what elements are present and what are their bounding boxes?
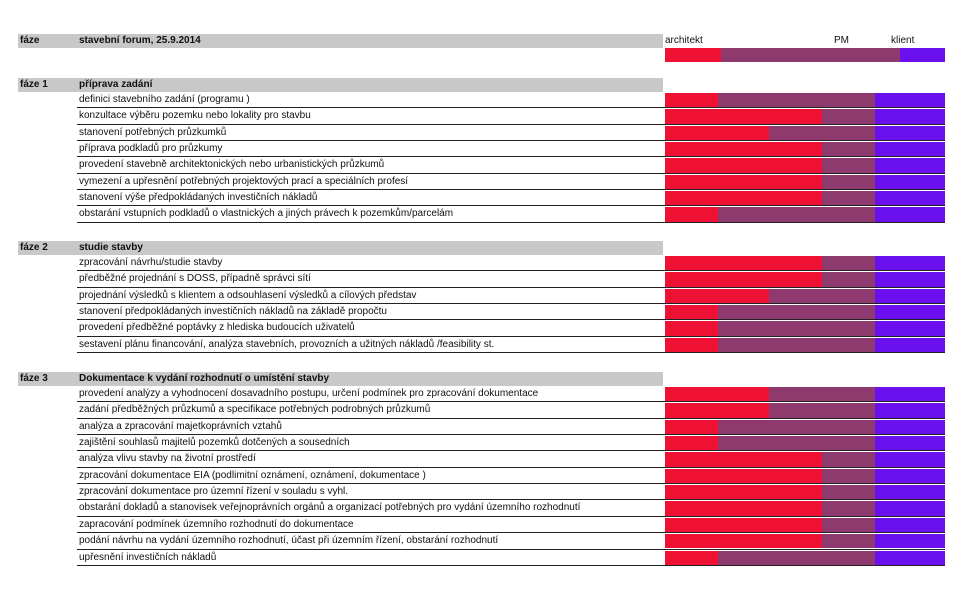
phase-label: fáze 2 [20,242,48,253]
activity-label: obstarání vstupních podkladů o vlastnických a jiných právech k pozemkům/parcelám [79,208,454,220]
row-pm-bar [718,551,875,565]
row-architekt-bar [665,175,822,189]
activity-label: sestavení plánu financování, analýza stavebních, provozních a užitných nákladů /feasibility st. [79,338,495,350]
activity-label: provedení předběžné poptávky z hlediska budoucích uživatelů [79,322,355,334]
phase-title: studie stavby [79,242,143,253]
legend-pm: PM [834,35,849,46]
activity-label: příprava podkladů pro průzkumy [79,143,223,155]
row-architekt-bar [665,518,822,532]
row-architekt-bar [665,338,718,352]
row-divider [77,352,945,353]
row-architekt-bar [665,534,822,548]
row-klient-bar [875,272,945,286]
row-divider [77,532,945,533]
activity-label: projednání výsledků s klientem a odsouhlasení výsledků a cílových představ [79,289,417,301]
row-architekt-bar [665,501,822,515]
row-pm-bar [718,207,875,221]
row-pm-bar [822,469,875,483]
row-pm-bar [822,518,875,532]
row-pm-bar [769,126,875,140]
activity-label: konzultace výběru pozemku nebo lokality pro stavbu [79,110,311,122]
activity-label: vymezení a upřesnění potřebných projektových prací a speciálních profesí [79,175,409,187]
activity-label: definici stavebního zadání (programu ) [79,94,250,105]
activity-label: stanovení předpokládaných investičních nákladů na základě propočtu [79,306,387,318]
row-pm-bar [822,191,875,205]
activity-label: zadání předběžných průzkumů a specifikace potřebných podrobných průzkumů [79,404,431,416]
row-divider [77,303,945,304]
row-klient-bar [875,321,945,335]
row-klient-bar [875,420,945,434]
activity-label: stanovení potřebných průzkumků [79,126,227,138]
row-pm-bar [718,420,875,434]
row-pm-bar [822,158,875,172]
row-klient-bar [875,289,945,303]
row-klient-bar [875,109,945,123]
row-klient-bar [875,93,945,107]
row-klient-bar [875,207,945,221]
row-klient-bar [875,485,945,499]
row-architekt-bar [665,452,822,466]
row-klient-bar [875,158,945,172]
row-pm-bar [822,142,875,156]
row-klient-bar [875,256,945,270]
row-klient-bar [875,518,945,532]
activity-label: zpracování dokumentace pro územní řízení v souladu s vyhl. [79,486,349,498]
row-pm-bar [822,452,875,466]
activity-label: zpracování návrhu/studie stavby [79,257,223,268]
row-divider [77,450,945,451]
row-klient-bar [875,469,945,483]
row-architekt-bar [665,207,718,221]
row-klient-bar [875,191,945,205]
row-divider [77,205,945,206]
row-divider [77,107,945,108]
activity-label: podání návrhu na vydání územního rozhodnutí, účast při územním řízení, obstarání rozhodnutí [79,535,499,547]
row-klient-bar [875,126,945,140]
header-pm-bar [721,48,900,62]
row-klient-bar [875,534,945,548]
row-pm-bar [822,501,875,515]
row-klient-bar [875,305,945,319]
activity-label: předběžné projednání s DOSS, případně správci sítí [79,273,311,285]
row-architekt-bar [665,142,822,156]
row-divider [77,499,945,500]
row-divider [77,401,945,402]
faze-column-header: fáze [20,35,40,46]
row-architekt-bar [665,158,822,172]
row-klient-bar [875,142,945,156]
row-pm-bar [718,93,875,107]
row-architekt-bar [665,551,718,565]
row-architekt-bar [665,109,822,123]
row-klient-bar [875,436,945,450]
row-architekt-bar [665,256,822,270]
row-architekt-bar [665,126,769,140]
row-klient-bar [875,175,945,189]
row-divider [77,565,945,566]
activity-label: zapracování podmínek územního rozhodnutí do dokumentace [79,518,354,530]
activity-label: analýza vlivu stavby na životní prostředí [79,453,256,465]
row-pm-bar [822,175,875,189]
row-klient-bar [875,403,945,417]
row-divider [77,467,945,468]
row-pm-bar [822,534,875,548]
row-pm-bar [822,256,875,270]
row-divider [77,549,945,550]
row-divider [77,222,945,223]
row-klient-bar [875,501,945,515]
activity-label: obstarání dokladů a stanovisek veřejnoprávních orgánů a organizací potřebných pro vydání územního rozhodnutí [79,502,581,514]
activity-label: zajištění souhlasů majitelů pozemků dotčených a sousedních [79,437,350,449]
row-architekt-bar [665,191,822,205]
row-divider [77,483,945,484]
row-pm-bar [718,338,875,352]
activity-label: provedení stavebně architektonických nebo urbanistických průzkumů [79,159,385,171]
activity-label: stanovení výše předpokládaných investičních nákladů [79,192,318,204]
row-divider [77,434,945,435]
row-architekt-bar [665,485,822,499]
row-architekt-bar [665,289,769,303]
row-divider [77,319,945,320]
row-klient-bar [875,452,945,466]
row-pm-bar [822,485,875,499]
row-pm-bar [822,109,875,123]
row-divider [77,124,945,125]
row-divider [77,156,945,157]
row-klient-bar [875,338,945,352]
header-architekt-bar [665,48,721,62]
row-divider [77,140,945,141]
row-architekt-bar [665,403,769,417]
row-divider [77,287,945,288]
row-pm-bar [718,305,875,319]
row-divider [77,336,945,337]
row-divider [77,189,945,190]
row-divider [77,516,945,517]
row-architekt-bar [665,436,718,450]
legend-klient: klient [891,35,915,46]
row-architekt-bar [665,469,822,483]
phase-title: Dokumentace k vydání rozhodnutí o umístění stavby [79,373,330,384]
row-klient-bar [875,551,945,565]
row-architekt-bar [665,305,718,319]
row-architekt-bar [665,321,718,335]
row-divider [77,173,945,174]
phase-label: fáze 3 [20,373,48,384]
activity-label: provedení analýzy a vyhodnocení dosavadního postupu, určení podmínek pro zpracování dokumentace [79,388,539,399]
phase-title: příprava zadání [79,79,153,90]
row-pm-bar [769,403,875,417]
row-pm-bar [769,387,875,401]
row-pm-bar [718,436,875,450]
row-architekt-bar [665,420,718,434]
row-pm-bar [769,289,875,303]
activity-label: analýza a zpracování majetkoprávních vztahů [79,420,282,432]
legend-architekt: architekt [665,35,703,46]
row-klient-bar [875,387,945,401]
row-pm-bar [822,272,875,286]
activity-label: upřesnění investičních nákladů [79,551,217,563]
row-architekt-bar [665,93,718,107]
row-architekt-bar [665,272,822,286]
activity-label: zpracování dokumentace EIA (podlimitní oznámení, oznámení, dokumentace ) [79,469,426,481]
table-title: stavební forum, 25.9.2014 [79,35,201,46]
header-klient-bar [900,48,945,62]
row-pm-bar [718,321,875,335]
phase-label: fáze 1 [20,79,48,90]
row-divider [77,270,945,271]
row-architekt-bar [665,387,769,401]
row-divider [77,418,945,419]
